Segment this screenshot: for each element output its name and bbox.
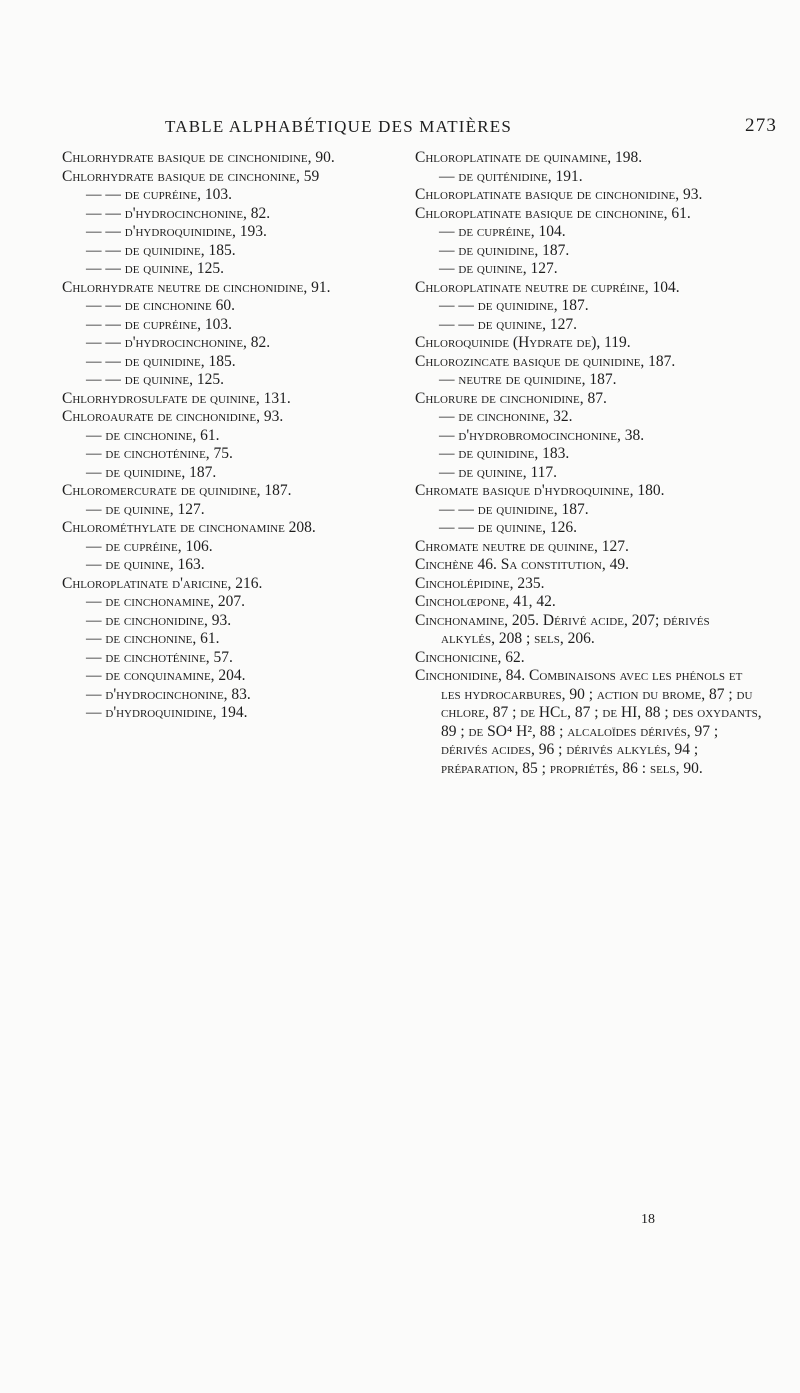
index-entry: Cinchonidine, 84. Combinaisons avec les phénols et les hydrocarbures, 90 ; action du brome, 87 ; du chlore, 87 ; de HCl, 87 ; de HI, 88 ; des oxydants, 89 ; de SO⁴ H², 88 ; alcaloïdes dérivés, 97 ; dérivés acides, 96 ; dérivés alkylés, 94 ; préparation, 85 ; propriétés, 86 : sels, 90.	[415, 667, 766, 777]
running-title: TABLE ALPHABÉTIQUE DES MATIÈRES	[165, 117, 513, 136]
index-entry: Chloromercurate de quinidine, 187.	[62, 482, 292, 499]
signature-mark: 18	[641, 1212, 655, 1227]
index-subentry: — — d'hydrocinchonine, 82.	[86, 334, 271, 351]
index-entry: Cinchène 46. Sa constitution, 49.	[415, 556, 629, 573]
index-subentry: — — de quinine, 125.	[86, 260, 224, 277]
index-entry: Chloroquinide (Hydrate de), 119.	[415, 334, 631, 351]
index-subentry: — — de quinidine, 187.	[439, 297, 589, 314]
index-entry: Chlorhydrate neutre de cinchonidine, 91.	[62, 278, 331, 296]
index-entry: Chlorozincate basique de quinidine, 187.	[415, 352, 676, 370]
index-entry: Chloroplatinate basique de cinchonine, 61.	[415, 204, 691, 222]
index-subentry: — — de quinidine, 187.	[439, 500, 589, 518]
index-entry: Chloroplatinate d'aricine, 216.	[62, 574, 263, 592]
index-subentry: — de quinine, 163.	[86, 556, 205, 573]
index-subentry: — de cinchonamine, 207.	[86, 593, 245, 610]
index-subentry: — — de quinine, 127.	[439, 315, 577, 333]
page-header	[0, 117, 800, 141]
index-subentry: — de quinine, 127.	[439, 260, 558, 277]
index-entry: Chloroplatinate de quinamine, 198.	[415, 149, 643, 166]
index-subentry: — de quinine, 117.	[439, 463, 558, 481]
index-subentry: — — de cupréine, 103.	[86, 315, 232, 333]
page-number: 273	[745, 115, 778, 136]
index-entry: Chromate neutre de quinine, 127.	[415, 537, 629, 555]
index-subentry: — de quinidine, 187.	[439, 241, 570, 259]
index-subentry: — de cupréine, 104.	[439, 223, 566, 240]
index-subentry: — — de quinine, 125.	[86, 371, 224, 388]
index-entry: Chlorométhylate de cinchonamine 208.	[62, 519, 316, 536]
index-subentry: — — de quinidine, 185.	[86, 352, 236, 370]
index-entry: Chlorhydrosulfate de quinine, 131.	[62, 389, 291, 407]
index-entry: Cincholœpone, 41, 42.	[415, 593, 556, 610]
index-subentry: — de cinchonine, 32.	[439, 408, 573, 425]
index-subentry: — de conquinamine, 204.	[86, 667, 246, 684]
index-subentry: — de quiténidine, 191.	[439, 167, 583, 185]
index-entry: Chlorure de cinchonidine, 87.	[415, 389, 607, 407]
index-subentry: — — d'hydroquinidine, 193.	[86, 223, 267, 240]
index-entry: Chloroplatinate basique de cinchonidine, 93.	[415, 186, 703, 203]
index-column-left	[62, 149, 398, 723]
index-subentry: — de cinchoténine, 75.	[86, 445, 233, 462]
index-subentry: — — de cinchonine 60.	[86, 297, 235, 314]
index-entry: Chromate basique d'hydroquinine, 180.	[415, 482, 665, 499]
index-entry: Chlorhydrate basique de cinchonine, 59	[62, 167, 320, 185]
index-subentry: — de cinchonidine, 93.	[86, 611, 232, 629]
index-entry: Cincholépidine, 235.	[415, 574, 545, 592]
index-subentry: — neutre de quinidine, 187.	[439, 371, 617, 388]
index-entry: Chloroaurate de cinchonidine, 93.	[62, 408, 284, 425]
index-subentry: — — d'hydrocinchonine, 82.	[86, 204, 271, 222]
index-subentry: — de cupréine, 106.	[86, 537, 213, 555]
index-subentry: — de quinidine, 187.	[86, 463, 217, 481]
index-subentry: — de quinine, 127.	[86, 500, 205, 518]
index-subentry: — — de cupréine, 103.	[86, 186, 232, 203]
index-subentry: — d'hydrocinchonine, 83.	[86, 685, 251, 703]
index-entry: Chlorhydrate basique de cinchonidine, 90.	[62, 149, 335, 166]
index-subentry: — — de quinidine, 185.	[86, 241, 236, 259]
index-subentry: — d'hydrobromocinchonine, 38.	[439, 426, 645, 444]
index-subentry: — — de quinine, 126.	[439, 519, 577, 536]
index-subentry: — de cinchoténine, 57.	[86, 648, 233, 666]
index-entry: Cinchonamine, 205. Dérivé acide, 207; dérivés alkylés, 208 ; sels, 206.	[415, 611, 714, 647]
index-subentry: — de cinchonine, 61.	[86, 630, 220, 647]
index-column-right	[415, 149, 766, 778]
index-entry: Cinchonicine, 62.	[415, 648, 525, 666]
index-subentry: — de quinidine, 183.	[439, 445, 570, 462]
index-subentry: — d'hydroquinidine, 194.	[86, 704, 248, 721]
index-entry: Chloroplatinate neutre de cupréine, 104.	[415, 278, 680, 296]
index-subentry: — de cinchonine, 61.	[86, 426, 220, 444]
